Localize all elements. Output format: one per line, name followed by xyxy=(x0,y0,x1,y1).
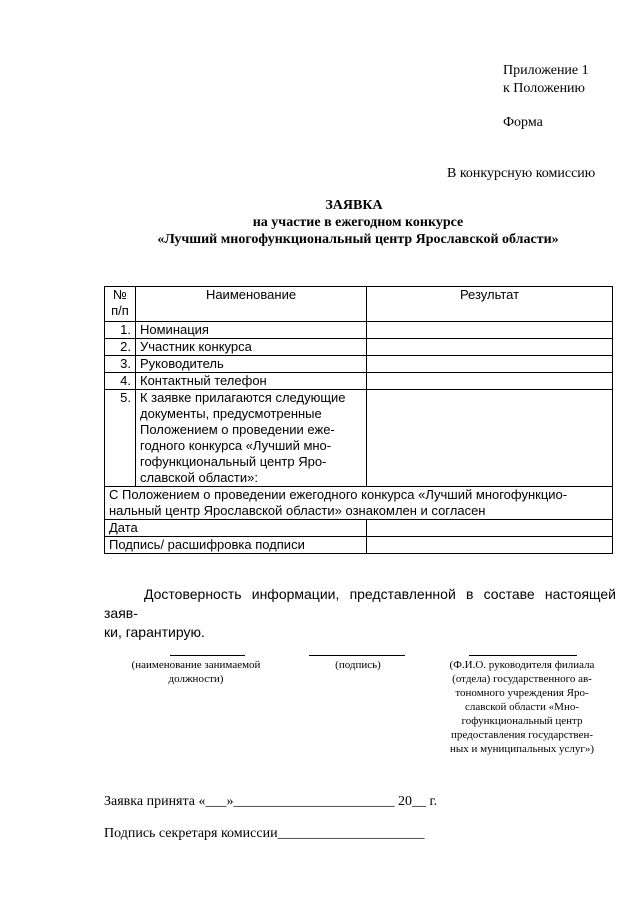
row-name-line: гофункциональный центр Яро- xyxy=(140,454,327,469)
fio-caption-line: гофункциональный центр xyxy=(461,715,583,727)
table-row xyxy=(105,322,613,339)
commission-addressee: В конкурсную комиссию xyxy=(447,166,596,181)
form-label: Форма xyxy=(503,115,543,130)
header-num-cell xyxy=(105,287,136,322)
table-header-row xyxy=(105,287,613,322)
position-caption xyxy=(108,658,284,686)
position-caption-line-2: должности) xyxy=(168,673,224,685)
signature-line xyxy=(309,655,405,656)
date-label: Дата xyxy=(105,520,367,537)
result-cell[interactable] xyxy=(367,390,613,487)
appendix-line-1: Приложение 1 xyxy=(503,63,589,78)
fio-caption-line: ных и муниципальных услуг») xyxy=(449,743,595,755)
assurance-line-2: ки, гарантирую. xyxy=(104,624,205,640)
row-name: Контактный телефон xyxy=(136,373,367,390)
row-num: 3. xyxy=(105,356,136,373)
fio-caption-line: предоставления государствен- xyxy=(451,729,593,741)
row-num: 4. xyxy=(105,373,136,390)
row-name-line: документы, предусмотренные xyxy=(140,406,322,421)
row-num: 2. xyxy=(105,339,136,356)
row-name-attachments xyxy=(136,390,367,487)
fio-caption-line: славской области «Мно- xyxy=(464,701,580,713)
application-table xyxy=(104,286,613,554)
header-num-line-2: п/п xyxy=(111,303,129,318)
header-num-line-1: № xyxy=(113,287,127,302)
result-cell[interactable] xyxy=(367,356,613,373)
row-name-line: К заявке прилагаются следующие xyxy=(140,390,346,405)
assurance-text-1: Достоверность информации, представленной в составе настоящей заяв- xyxy=(104,586,616,621)
table-row xyxy=(105,356,613,373)
fio-signature-line xyxy=(469,655,577,656)
row-num: 1. xyxy=(105,322,136,339)
fio-caption xyxy=(426,658,618,756)
agreement-line-2: нальный центр Ярославской области» ознакомлен и согласен xyxy=(109,503,486,518)
signature-value-cell[interactable] xyxy=(367,537,613,554)
signature-row xyxy=(105,537,613,554)
fio-caption-line: (отдела) государственного ав- xyxy=(452,673,592,685)
row-name-line: годного конкурса «Лучший мно- xyxy=(140,438,332,453)
title-line-3: «Лучший многофункциональный центр Ярославской области» xyxy=(157,232,559,247)
title-line-2: на участие в ежегодном конкурсе xyxy=(252,215,464,230)
row-name: Номинация xyxy=(136,322,367,339)
table-row xyxy=(105,373,613,390)
result-cell[interactable] xyxy=(367,373,613,390)
row-name-line: славской области»: xyxy=(140,470,258,485)
table-row xyxy=(105,339,613,356)
fio-caption-line: тономного учреждения Яро- xyxy=(455,687,589,699)
position-caption-line-1: (наименование занимаемой xyxy=(131,659,261,671)
secretary-signature-line: Подпись секретаря комиссии_____________________ xyxy=(104,826,425,841)
title-line-1: ЗАЯВКА xyxy=(325,198,383,213)
row-num: 5. xyxy=(105,390,136,487)
row-name-line: Положением о проведении еже- xyxy=(140,422,335,437)
header-result-cell: Результат xyxy=(367,287,613,322)
signature-label: Подпись/ расшифровка подписи xyxy=(105,537,367,554)
appendix-note xyxy=(503,62,589,98)
fio-caption-line: (Ф.И.О. руководителя филиала xyxy=(449,659,595,671)
date-row xyxy=(105,520,613,537)
position-signature-line xyxy=(170,655,245,656)
application-accepted-line: Заявка принята «___»_______________________ 20__ г. xyxy=(104,794,438,809)
result-cell[interactable] xyxy=(367,322,613,339)
table-row xyxy=(105,390,613,487)
document-title xyxy=(0,197,640,248)
appendix-line-2: к Положению xyxy=(503,81,586,96)
row-name: Участник конкурса xyxy=(136,339,367,356)
agreement-row xyxy=(105,487,613,520)
header-name-cell: Наименование xyxy=(136,287,367,322)
assurance-line-1 xyxy=(104,585,616,623)
assurance-paragraph xyxy=(104,585,616,642)
agreement-cell xyxy=(105,487,613,520)
agreement-line-1: С Положением о проведении ежегодного конкурса «Лучший многофункцио- xyxy=(109,487,568,502)
signature-caption: (подпись) xyxy=(335,659,381,671)
result-cell[interactable] xyxy=(367,339,613,356)
date-value-cell[interactable] xyxy=(367,520,613,537)
row-name: Руководитель xyxy=(136,356,367,373)
